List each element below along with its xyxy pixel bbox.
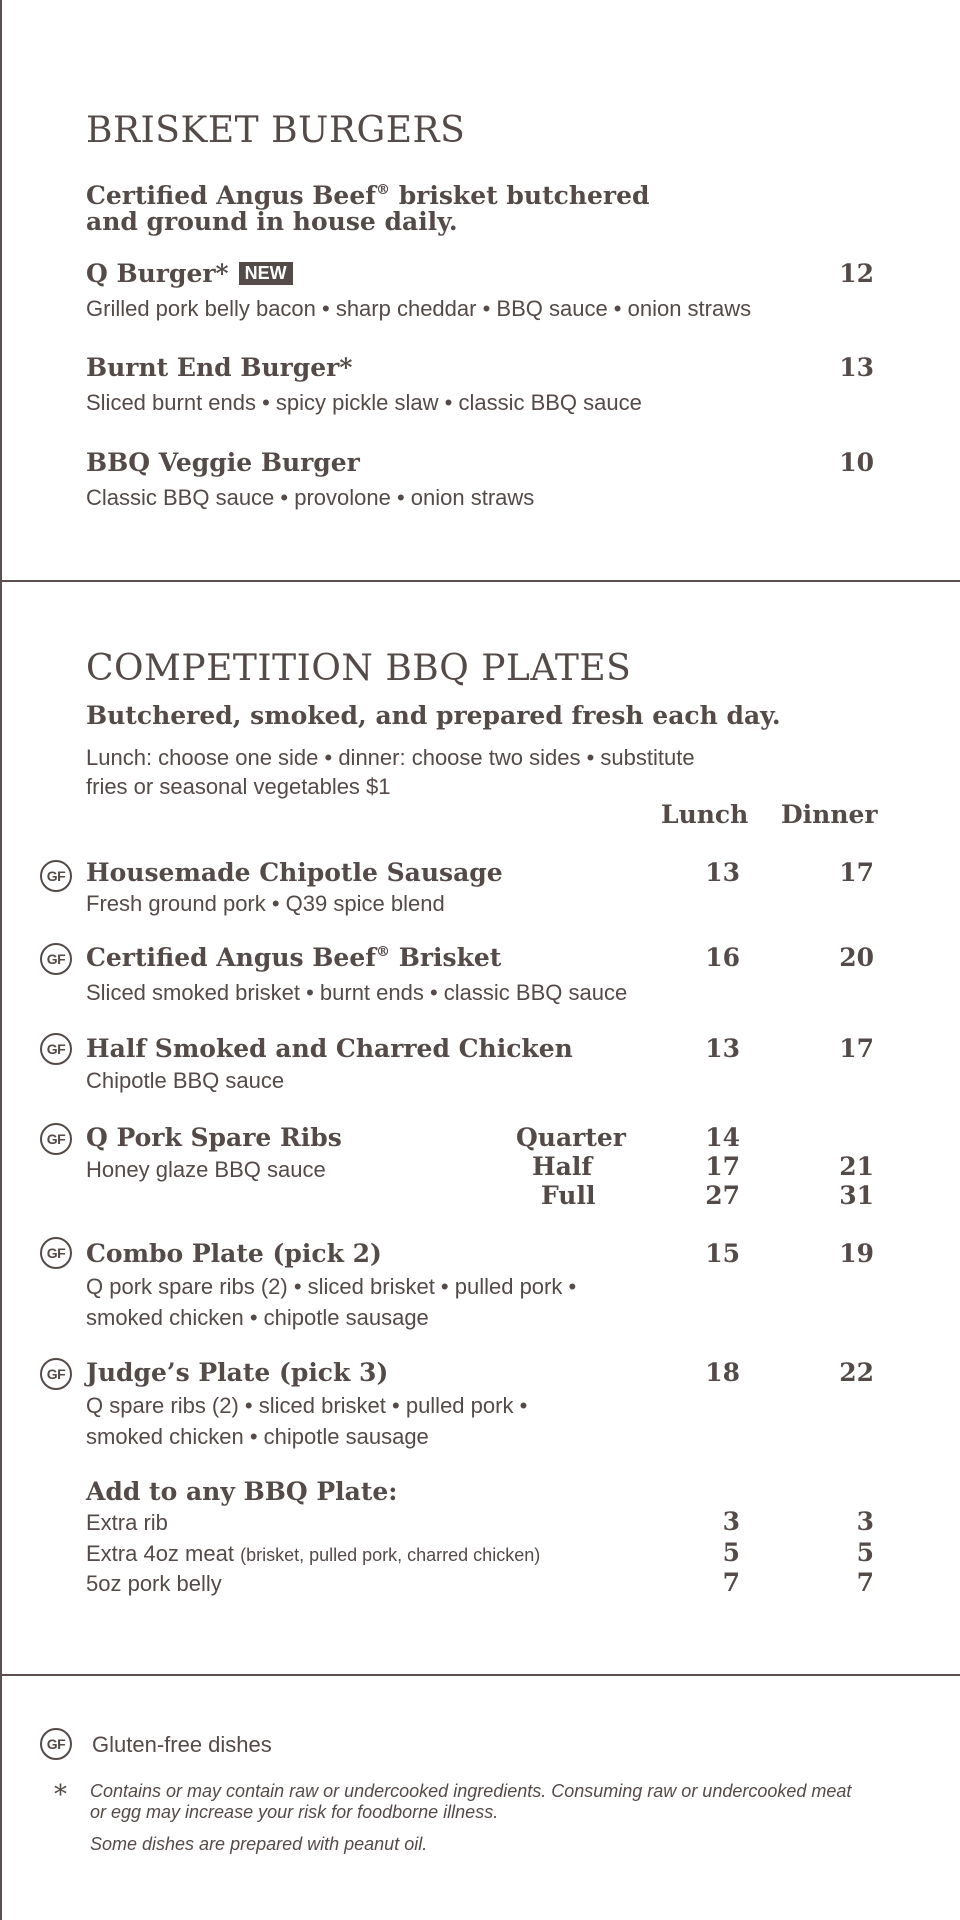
lunch-price: 3 [722,1507,740,1536]
dinner-price: 3 [856,1507,874,1536]
menu-item-description: Chipotle BBQ sauce [86,1068,285,1093]
dinner-price: 7 [856,1568,874,1597]
addon-name: Extra rib [86,1510,168,1535]
menu-item-description-line2: smoked chicken • chipotle sausage [86,1305,429,1330]
section-divider [0,1674,960,1676]
gluten-free-icon: GF [40,1123,72,1155]
menu-item-description: Honey glaze BBQ sauce [86,1157,326,1182]
gluten-free-icon: GF [40,1358,72,1390]
menu-item-name: Judge’s Plate (pick 3) [86,1358,389,1387]
lunch-price: 14 [705,1123,740,1152]
registered-mark: ® [376,944,390,960]
asterisk: * [54,1780,67,1810]
menu-item-name [86,943,501,972]
item-name-text: Brisket [390,943,502,972]
gluten-free-icon: GF [40,860,72,892]
dinner-column-header: Dinner [781,800,878,829]
subtitle-text: brisket butchered [390,181,650,210]
new-badge: NEW [239,262,293,285]
subtitle-text: Certified Angus Beef [86,181,376,210]
menu-item-description: Fresh ground pork • Q39 spice blend [86,891,445,916]
dinner-price: 17 [839,1034,874,1063]
addon-name-text: Extra 4oz meat [86,1541,234,1566]
bbq-plates-intro: Lunch: choose one side • dinner: choose two sides • substitute [86,745,695,770]
gluten-free-legend: Gluten-free dishes [92,1732,272,1757]
lunch-price: 27 [705,1181,740,1210]
size-label-quarter: Quarter [516,1123,626,1152]
item-name-text: Certified Angus Beef [86,943,376,972]
dinner-price: 21 [839,1152,874,1181]
menu-item-description: Q pork spare ribs (2) • sliced brisket • pulled pork • [86,1274,577,1299]
addon-name [86,1539,540,1570]
menu-item-description: Classic BBQ sauce • provolone • onion straws [86,485,535,510]
section-divider [0,580,960,582]
registered-mark: ® [376,182,390,198]
dinner-price: 5 [856,1538,874,1567]
size-label-half: Half [532,1152,593,1181]
addons-title: Add to any BBQ Plate: [86,1477,398,1506]
lunch-price: 13 [705,858,740,887]
bbq-plates-subtitle: Butchered, smoked, and prepared fresh each day. [86,701,781,730]
menu-item-name: Q Pork Spare Ribs [86,1123,342,1152]
menu-item-price: 10 [839,448,874,477]
lunch-price: 13 [705,1034,740,1063]
bbq-plates-title: COMPETITION BBQ PLATES [86,648,632,689]
gluten-free-icon: GF [40,1237,72,1269]
dinner-price: 31 [839,1181,874,1210]
brisket-burgers-subtitle-line2: and ground in house daily. [86,207,458,236]
lunch-column-header: Lunch [661,800,749,829]
addon-name: 5oz pork belly [86,1571,222,1596]
menu-item-name: Burnt End Burger* [86,353,353,382]
dinner-price: 20 [839,943,874,972]
dinner-price: 17 [839,858,874,887]
gluten-free-icon: GF [40,1033,72,1065]
item-name-text: Q Burger* [86,259,229,288]
menu-item-price: 12 [839,259,874,288]
gluten-free-icon: GF [40,943,72,975]
lunch-price: 18 [705,1358,740,1387]
peanut-oil-note: Some dishes are prepared with peanut oil. [90,1834,428,1854]
bbq-plates-intro-line2: fries or seasonal vegetables $1 [86,774,391,799]
size-label-full: Full [541,1181,596,1210]
menu-item-description: Sliced smoked brisket • burnt ends • classic BBQ sauce [86,980,628,1005]
menu-item-description: Sliced burnt ends • spicy pickle slaw • classic BBQ sauce [86,390,642,415]
lunch-price: 15 [705,1239,740,1268]
lunch-price: 16 [705,943,740,972]
lunch-price: 7 [722,1568,740,1597]
addon-note: (brisket, pulled pork, charred chicken) [240,1545,541,1565]
menu-item-name: Housemade Chipotle Sausage [86,858,503,887]
dinner-price: 19 [839,1239,874,1268]
brisket-burgers-title: BRISKET BURGERS [86,110,466,151]
gluten-free-icon: GF [40,1728,72,1760]
menu-item-name: BBQ Veggie Burger [86,448,360,477]
menu-item-description: Q spare ribs (2) • sliced brisket • pulled pork • [86,1393,528,1418]
menu-item-description-line2: smoked chicken • chipotle sausage [86,1424,429,1449]
left-border [0,0,2,1920]
menu-item-name: Half Smoked and Charred Chicken [86,1034,573,1063]
raw-food-warning-line2: or egg may increase your risk for foodborne illness. [90,1802,499,1822]
dinner-price: 22 [839,1358,874,1387]
menu-item-name [86,259,293,288]
menu-item-name: Combo Plate (pick 2) [86,1239,382,1268]
menu-item-price: 13 [839,353,874,382]
raw-food-warning: Contains or may contain raw or undercooked ingredients. Consuming raw or undercooked meat [90,1781,852,1801]
menu-item-description: Grilled pork belly bacon • sharp cheddar • BBQ sauce • onion straws [86,296,752,321]
lunch-price: 17 [705,1152,740,1181]
lunch-price: 5 [722,1538,740,1567]
